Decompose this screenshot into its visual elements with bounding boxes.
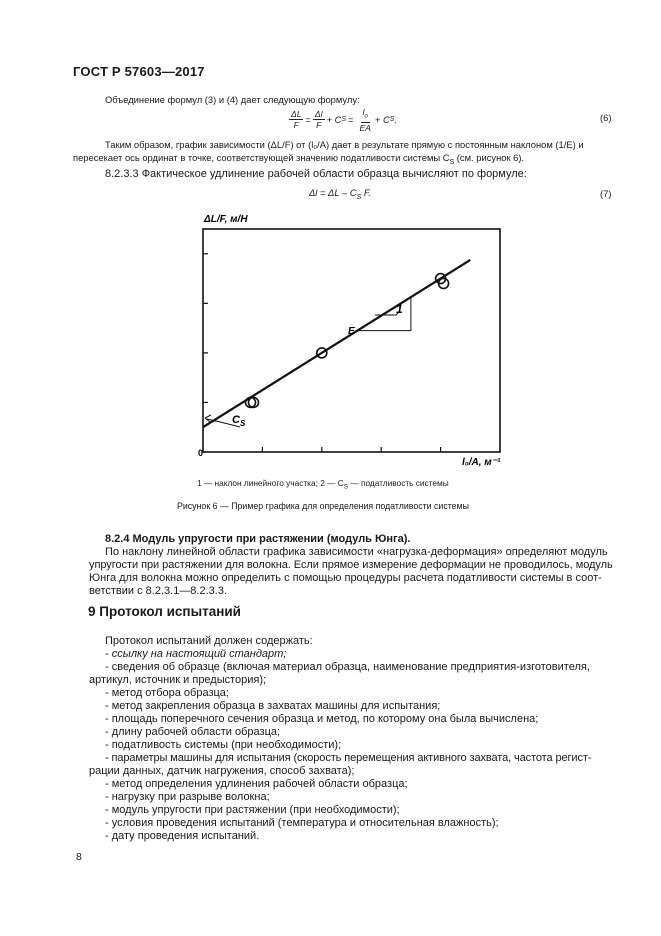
- para1-line1: Таким образом, график зависимости (ΔL/F) от (l₀/A) дает в результате прямую с постоянным наклоном (1/E) и: [105, 139, 584, 150]
- standard-header: ГОСТ Р 57603—2017: [73, 64, 205, 79]
- combine-intro: Объединение формул (3) и (4) дает следующую формулу:: [105, 94, 360, 105]
- sec9-item-4: - метод закрепления образца в захватах машины для испытания;: [105, 700, 441, 712]
- callout-cs-label: $C_S$: [232, 414, 246, 428]
- x-axis-label: l₀/A, м⁻¹: [462, 457, 501, 468]
- sec824-line4: ветствии с 8.2.3.1—8.2.3.3.: [89, 585, 228, 597]
- callout-1-label: 1: [396, 302, 403, 316]
- origin-label: 0: [198, 448, 204, 458]
- fit-line: [203, 260, 470, 427]
- sec9-item-1-cont: артикул, источник и предыстория);: [89, 674, 267, 686]
- chart-frame: [203, 229, 500, 452]
- sec9-item-8: - параметры машины для испытания (скорость перемещения активного захвата, частота регист-: [105, 752, 592, 764]
- sec9-lead: Протокол испытаний должен содержать:: [105, 635, 313, 647]
- figure-caption: Рисунок 6 — Пример графика для определения податливости системы: [177, 501, 469, 511]
- slope-label: E: [348, 326, 355, 337]
- page-number: 8: [76, 851, 82, 863]
- sec9-item-6: - длину рабочей области образца;: [105, 726, 281, 738]
- sec824-line2: упругости при растяжении для волокна. Если прямое измерение деформации не проводилось, модуль: [89, 559, 613, 571]
- eq6-fraction-1: $\frac{\Delta L}{F}$: [291, 109, 302, 131]
- compliance-chart: [170, 208, 510, 473]
- equation-7-number: (7): [600, 188, 612, 199]
- section-8-2-3-3: 8.2.3.3 Фактическое удлинение рабочей области образца вычисляют по формуле:: [105, 168, 527, 180]
- callout-cs-arrow-icon: [205, 415, 211, 422]
- sec824-line3: Юнга для волокна можно определить с помощью процедуры расчета податливости системы в соот-: [89, 572, 602, 584]
- sec9-item-13: - условия проведения испытаний (температура и относительная влажность);: [105, 817, 499, 829]
- sec9-item-1: - сведения об образце (включая материал образца, наименование предприятия-изготовителя,: [105, 661, 590, 673]
- figure-legend: 1 — наклон линейного участка; 2 — $C_S$ — податливость системы: [197, 478, 449, 491]
- equation-6-number: (6): [600, 112, 612, 123]
- sec9-item-5: - площадь поперечного сечения образца и метод, по которому она была вычислена;: [105, 713, 539, 725]
- sec9-item-10: - метод определения удлинения рабочей области образца;: [105, 778, 408, 790]
- eq6-fraction-2: $\frac{\Delta l}{F}$: [314, 109, 323, 131]
- sec9-item-3: - метод отбора образца;: [105, 687, 229, 699]
- para1-line2: пересекает ось ординат в точке, соответствующей значению податливости системы $C_S$ (см. рисунок 6).: [73, 152, 525, 166]
- sec9-item-11: - нагрузку при разрыве волокна;: [105, 791, 270, 803]
- sec9-item-12: - модуль упругости при растяжении (при необходимости);: [105, 804, 400, 816]
- eq6-fraction-3: $\frac{l_o}{EA}$: [359, 107, 371, 133]
- equation-6: $\frac{\Delta L}{F}$ = $\frac{\Delta l}{F}$ + C S = $\frac{l_o}{EA}$ + C S .: [291, 107, 398, 133]
- section-8-2-4-title: 8.2.4 Модуль упругости при растяжении (модуль Юнга).: [105, 533, 411, 545]
- sec9-item-0: - ссылку на настоящий стандарт;: [105, 648, 287, 660]
- sec9-item-8-cont: рации данных, датчик нагружения, способ захвата);: [89, 765, 355, 777]
- y-axis-label: ΔL/F, м/Н: [204, 214, 248, 225]
- sec824-line1: По наклону линейной области графика зависимости «нагрузка-деформация» определяют модуль: [105, 546, 608, 558]
- equation-7: $\Delta l = \Delta L - C_S$ F.: [309, 187, 371, 201]
- section-9-title: 9 Протокол испытаний: [88, 604, 241, 619]
- sec9-item-7: - податливость системы (при необходимости);: [105, 739, 342, 751]
- sec9-item-14: - дату проведения испытаний.: [105, 830, 260, 842]
